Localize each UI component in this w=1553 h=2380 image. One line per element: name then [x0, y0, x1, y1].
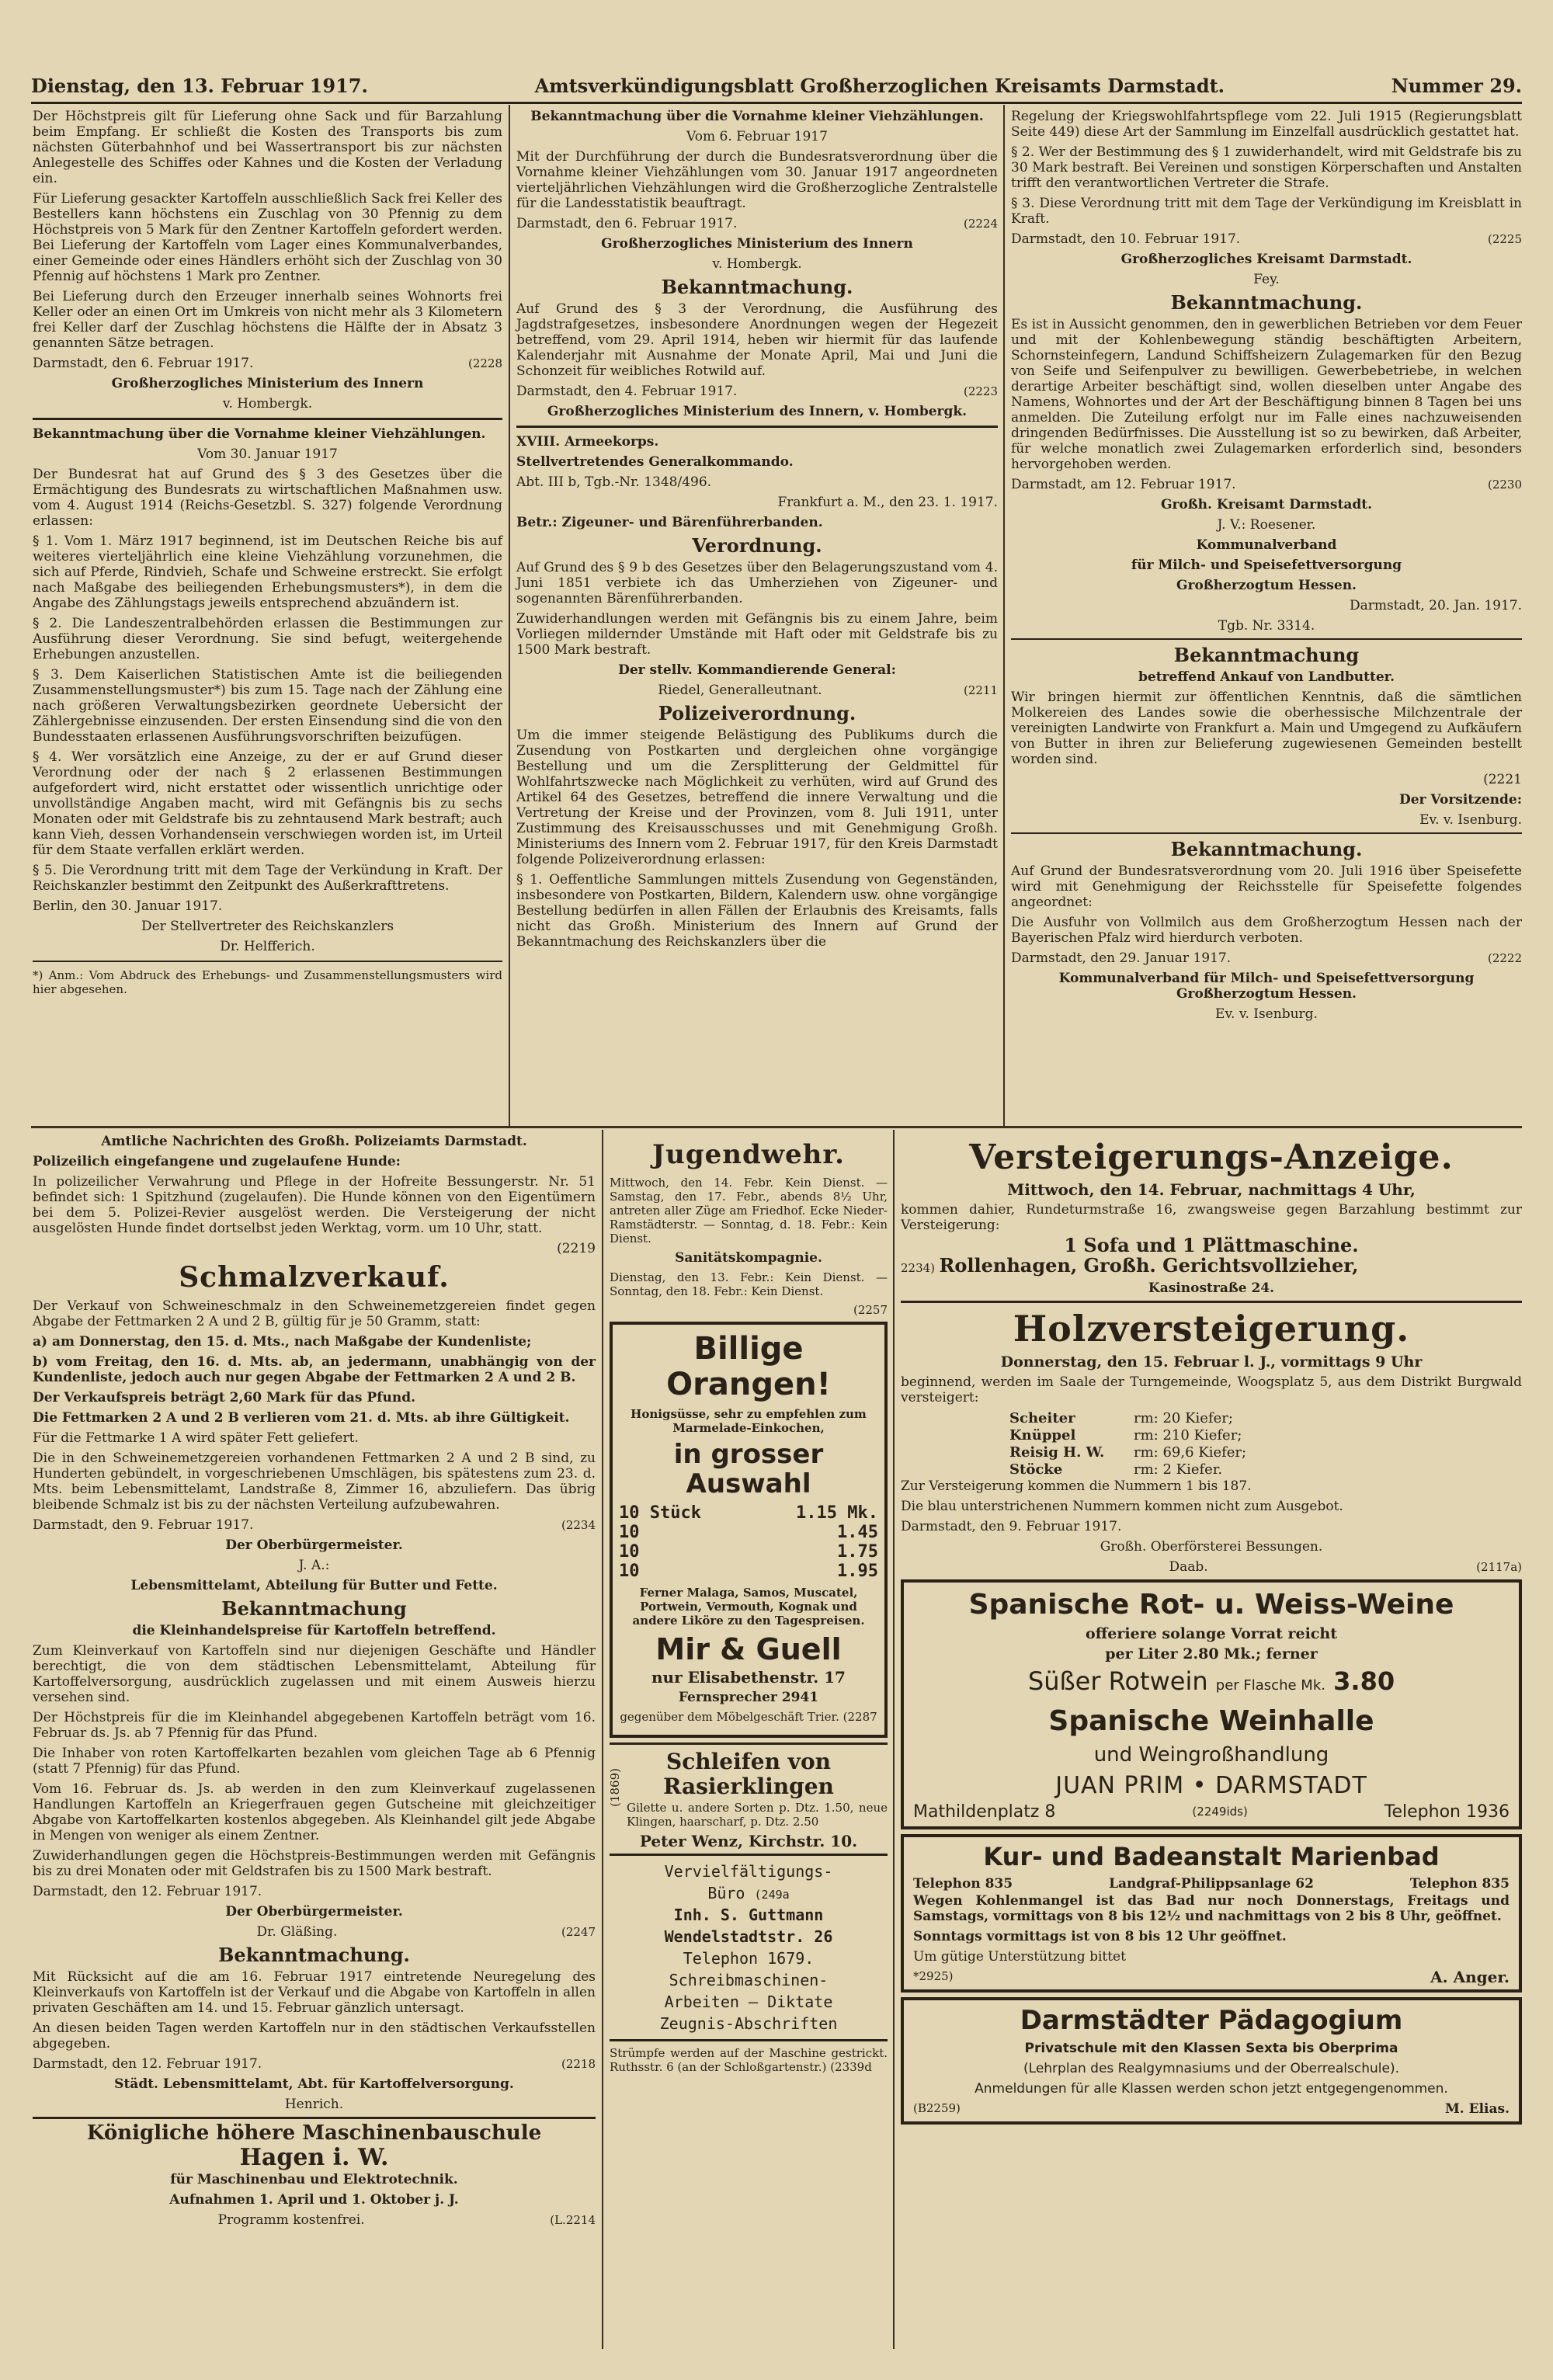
ref-number: 2234) [901, 1261, 936, 1275]
paragraph: Die Inhaber von roten Kartoffelkarten bezahlen vom gleichen Tage ab 6 Pfennig (statt 7 Pfennig) für das Pfund. [33, 1746, 596, 1777]
ad-text: Privatschule mit den Klassen Sexta bis Oberprima [1024, 2041, 1398, 2056]
subheading: die Kleinhandelspreise für Kartoffeln betreffend. [132, 1623, 496, 1638]
paragraph: § 1. Oeffentliche Sammlungen mittels Zusendung von Gegenständen, insbesondere von Postkarten, Bildern, Kalendern usw. ohne vorgängige Bestellung bedürfen in allen Fällen der Erlaubnis des Kreisamts, falls nicht das Großh. Ministerium des Innern auf Grund der Bekanntmachung des Reichskanzlers über die [516, 872, 998, 950]
ad-title: Spanische Weinhalle [1048, 1705, 1374, 1737]
ad-title: Jugendwehr. [652, 1139, 845, 1170]
ad-text: Zeugnis-Abschriften [659, 2014, 838, 2033]
date: Darmstadt, den 12. Februar 1917. [33, 2056, 262, 2072]
date: Darmstadt, den 4. Februar 1917. [516, 384, 738, 399]
signature: Großherzogtum Hessen. [1176, 578, 1357, 593]
subheading: Polizeilich eingefangene und zugelaufene Hunde: [33, 1154, 401, 1169]
ad-text: Honigsüsse, sehr zu empfehlen zum Marmelade-Einkochen, [631, 1407, 867, 1435]
date: Darmstadt, den 29. Januar 1917. [1011, 950, 1232, 966]
date: Darmstadt, den 9. Februar 1917. [33, 1517, 254, 1533]
price: 3.80 [1333, 1666, 1395, 1696]
ad-text: Telephon 1936 [1384, 1802, 1510, 1822]
list-item: a) am Donnerstag, den 15. d. Mts., nach Maßgabe der Kundenliste; [33, 1334, 532, 1350]
price-row [619, 1542, 878, 1562]
signature: Der Oberbürgermeister. [225, 1904, 403, 1920]
ad-text: M. Elias. [1444, 2101, 1510, 2117]
ad-text: Inh. S. Guttmann [673, 1906, 824, 1924]
paragraph: Vom 16. Februar ds. Js. ab werden in den zum Kleinverkauf zugelassenen Handlungen Kartoffeln an Kriegerfrauen gegen Gutscheine mit gleichzeitiger Abgabe von Kartoffelkarten kostenlos abgegeben. Als Kleinhandel gilt jede Abgabe in Mengen von weniger als einem Zentner. [33, 1781, 596, 1843]
heading: Amtliche Nachrichten des Großh. Polizeiamts Darmstadt. [101, 1134, 527, 1149]
ad-text: Anmeldungen für alle Klassen werden schon jetzt entgegengenommen. [975, 2081, 1448, 2097]
wood-amount: rm: 20 Kiefer; [1134, 1410, 1233, 1426]
ad-title: Billige [693, 1331, 804, 1367]
ad-text: Strümpfe werden auf der Maschine gestrickt. Ruthsstr. 6 (an der Schloßgartenstr.) [610, 2046, 888, 2074]
paedagogium-ad [901, 1997, 1522, 2125]
ref-number: (2230 [1487, 478, 1522, 492]
ad-text: Um gütige Unterstützung bittet [913, 1949, 1126, 1965]
ad-text: Gilette u. andere Sorten p. Dtz. 1.50, neue Klingen, haarscharf, p. Dtz. 2.50 [627, 1801, 888, 1829]
ad-title: Schleifen von [666, 1749, 831, 1774]
paragraph: Regelung der Kriegswohlfahrtspflege vom 22. Juli 1915 (Regierungsblatt Seite 449) diese Art der Sammlung im Einzelfall ausdrücklich gestattet hat. [1011, 109, 1522, 140]
ref-number: (2257 [853, 1303, 888, 1317]
signature-name: Fey. [1253, 272, 1280, 287]
price-value: 1.45 [837, 1523, 878, 1542]
heading: Bekanntmachung. [1170, 838, 1363, 860]
ref-number: (1869) [608, 1768, 622, 1807]
schleifen-ad [610, 1742, 888, 1849]
date: Darmstadt, 20. Jan. 1917. [1349, 598, 1522, 613]
paragraph: Zum Kleinverkauf von Kartoffeln sind nur diejenigen Geschäfte und Händler berechtigt, die von dem städtischen Lebensmittelamt, Abteilung für Kartoffelversorgung, ausdrücklich zugelassen und mit einem Ausweis hierzu versehen sind. [33, 1643, 596, 1705]
signature: Großherzogliches Kreisamt Darmstadt. [1120, 252, 1412, 267]
signature: Großherzogliches Ministerium des Innern [601, 236, 913, 252]
section-divider [31, 1126, 1522, 1128]
paragraph: Wir bringen hiermit zur öffentlichen Kenntnis, daß die sämtlichen Molkereien des Landes sowie die oberhessische Milchzentrale der vereinigten Landwirte von Frankfurt a. Main und Umgegend zu Aufkäufern von Butter in ihren zur Belieferung zugewiesenen Gemeinden bestellt worden sind. [1011, 690, 1522, 767]
wood-amount: rm: 210 Kiefer; [1134, 1427, 1242, 1444]
heading: Polizeiverordnung. [658, 702, 856, 724]
wood-row [1009, 1461, 1522, 1478]
heading: Bekanntmachung. [218, 1944, 410, 1966]
rule [516, 426, 998, 428]
ad-text: Kasinostraße 24. [1148, 1280, 1275, 1296]
paragraph: Um die immer steigende Belästigung des Publikums durch die Zusendung von Postkarten und dergleichen ohne vorgängige Bestellung und um die Zersplitterung der Geldmittel für Wohlfahrtszwecke nach Möglichkeit zu verhüten, wird auf Grund des Artikel 64 des Gesetzes, betreffend die innere Verwaltung und die Vertretung der Kreise und der Provinzen, vom 8. Juli 1911, unter Zustimmung des Kreisausschusses und mit Genehmigung Großh. Ministeriums des Innern vom 2. Februar 1917, für den Kreis Darmstadt folgende Polizeiverordnung erlassen: [516, 728, 998, 867]
ref-number: (2223 [963, 384, 998, 398]
heading: Sanitätskompagnie. [675, 1250, 822, 1266]
ref-number: (2117a) [1476, 1560, 1522, 1574]
ref-number: (2247 [561, 1925, 596, 1939]
signature: Der Stellvertreter des Reichskanzlers [141, 919, 394, 934]
price-value: 1.95 [837, 1562, 878, 1581]
divider [602, 1130, 603, 2349]
header-date: Dienstag, den 13. Februar 1917. [31, 74, 368, 97]
paragraph: Zuwiderhandlungen werden mit Gefängnis bis zu einem Jahre, beim Vorliegen mildernder Umstände mit Haft oder mit Geldstrafe bis zu 1500 Mark bestraft. [516, 611, 998, 658]
ad-text: Fernsprecher 2941 [678, 1690, 819, 1705]
ad-text: Mittwoch, den 14. Februar, nachmittags 4 Uhr, [1007, 1180, 1416, 1199]
paragraph: Auf Grund des § 9 b des Gesetzes über den Belagerungszustand vom 4. Juni 1851 verbiete ich das Umherziehen von Zigeuner- und sogenannten Bärenführerbanden. [516, 560, 998, 606]
paragraph: Die blau unterstrichenen Nummern kommen nicht zum Ausgebot. [901, 1499, 1343, 1514]
ad-title: Königliche höhere Maschinenbauschule [86, 2121, 542, 2145]
paragraph: Zuwiderhandlungen gegen die Höchstpreis-Bestimmungen werden mit Gefängnis bis zu drei Monaten oder mit Geldstrafen bis zu 1500 Mark bestraft. [33, 1848, 596, 1879]
paragraph: beginnend, werden im Saale der Turngemeinde, Woogsplatz 5, aus dem Distrikt Burgwald versteigert: [901, 1374, 1522, 1405]
ad-title: in grosser [673, 1439, 824, 1470]
list-item: b) vom Freitag, den 16. d. Mts. ab, an jedermann, unabhängig von der Kundenliste, jedoch auch nur gegen Abgabe der Fettmarken 2 A und 2 B. [33, 1354, 596, 1385]
paragraph: Für Lieferung gesackter Kartoffeln ausschließlich Sack frei Keller des Bestellers kann höchstens ein Zuschlag von 30 Pfennig zu dem Höchstpreis von 5 Mark für den Zentner Kartoffeln gefordert werden. Bei Lieferung der Kartoffeln vom Lager eines Kommunalverbandes, einer Gemeinde oder eines Händlers erhöht sich der Zuschlag von 30 Pfennig auf höchstens 1 Mark pro Zentner. [33, 191, 502, 284]
column-1 [33, 109, 502, 1122]
wood-name: Stöcke [1009, 1461, 1063, 1478]
heading: Bekanntmachung [1173, 644, 1360, 666]
lower-left-column [33, 1134, 596, 2349]
paragraph: § 2. Die Landeszentralbehörden erlassen die Bestimmungen zur Ausführung dieser Verordnung. Sie sind befugt, weitergehende Erhebungen anzustellen. [33, 616, 502, 662]
paragraph: Die Ausfuhr von Vollmilch aus dem Großherzogtum Hessen nach der Bayerischen Pfalz wird hierdurch verboten. [1011, 915, 1522, 946]
ad-title: Versteigerungs-Anzeige. [969, 1138, 1454, 1177]
date: Darmstadt, den 6. Februar 1917. [516, 216, 738, 231]
ref-number: (2339d [830, 2060, 872, 2074]
ad-text: 1 Sofa und 1 Plättmaschine. [1064, 1234, 1359, 1256]
heading: Bekanntmachung. [661, 276, 853, 298]
ref-number: (2211 [963, 683, 998, 697]
ad-title: Auswahl [686, 1468, 811, 1499]
signature: Der Oberbürgermeister. [225, 1537, 403, 1553]
signature-name: Dr. Gläßing. [256, 1924, 338, 1940]
heading: Bekanntmachung über die Vornahme kleiner Viehzählungen. [530, 109, 984, 124]
rule [1011, 832, 1522, 834]
header-rule [31, 102, 1522, 104]
footnote: *) Anm.: Vom Abdruck des Erhebungs- und Zusammenstellungsmusters wird hier abgesehen. [33, 968, 502, 996]
ad-text: Schreibmaschinen- [669, 1971, 829, 1989]
wein-ad [901, 1579, 1522, 1829]
wood-name: Reisig H. W. [1009, 1444, 1105, 1461]
ad-text: Landgraf-Philippsanlage 62 [1109, 1876, 1314, 1892]
wood-row [1009, 1427, 1522, 1444]
price-row [619, 1503, 878, 1523]
signature-name: v. Hombergk. [222, 396, 313, 412]
rule [33, 418, 502, 420]
date: Darmstadt, den 12. Februar 1917. [33, 1884, 262, 1899]
signature: Großherzogliches Ministerium des Innern, v. Hombergk. [547, 404, 968, 419]
paragraph: Die in den Schweinemetzgereien vorhandenen Fettmarken 2 A und 2 B sind, zu Hunderten gebündelt, in vorgeschriebenen Umschlägen, bis spätestens zum 23. d. Mts. beim Lebensmittelamt, Landstraße 8, Zimmer 16, abzuliefern. Das übrig bleibende Schmalz ist bis zu der nächsten Verteilung aufzubewahren. [33, 1451, 596, 1513]
wood-row [1009, 1444, 1522, 1461]
heading: Verordnung. [692, 534, 822, 557]
signature-name: v. Hombergk. [712, 256, 802, 272]
wood-list [1009, 1410, 1522, 1478]
paragraph: Mittwoch, den 14. Febr. Kein Dienst. — Samstag, den 17. Febr., abends 8½ Uhr, antreten aller Züge am Friedhof. Ecke Nieder-Ramstädterstr. — Sonntag, d. 18. Febr.: Kein Dienst. [610, 1176, 888, 1246]
paragraph: Mit der Durchführung der durch die Bundesratsverordnung über die Vornahme kleiner Viehzählungen vom 30. Januar 1917 angeordneten vierteljährlichen Viehzählungen wird die Großherzogliche Zentralstelle für die Landesstatistik beauftragt. [516, 149, 998, 211]
signature: Städt. Lebensmittelamt, Abt. für Kartoffelversorgung. [114, 2076, 514, 2092]
wood-name: Scheiter [1009, 1410, 1075, 1426]
wood-name: Knüppel [1009, 1427, 1076, 1444]
signature: Kommunalverband für Milch- und Speisefettversorgung Großherzogtum Hessen. [1058, 971, 1475, 1002]
ref-number: (2221 [1483, 772, 1522, 787]
paragraph: Der Verkauf von Schweineschmalz in den Schweinemetzgereien findet gegen Abgabe der Fettmarken 2 A und 2 B, gültig für je 50 Gramm, statt: [33, 1298, 596, 1329]
ad-text: JUAN PRIM • DARMSTADT [1055, 1772, 1367, 1799]
paragraph: § 5. Die Verordnung tritt mit dem Tage der Verkündung in Kraft. Der Reichskanzler bestimmt den Zeitpunkt des Außerkrafttretens. [33, 863, 502, 894]
rule [33, 2117, 596, 2119]
ref-number: (249a [754, 1888, 790, 1902]
paragraph: Es ist in Aussicht genommen, den in gewerblichen Betrieben vor dem Feuer und mit der Kohlenbewegung ständig beschäftigten Arbeitern, Schornsteinfegern, Landund Schiffsheizern Zulagemarken für den Bezug von Seife und Seifenpulver zu bewilligen. Gewerbebetriebe, in welchen derartige Arbeiter beschäftigt sind, wollen dieselben unter Angabe des Namens, Wohnortes und der Art der Beschäftigung binnen 8 Tagen bei uns anmelden. Die Zuteilung erfolgt nur im Falle eines nachzuweisenden dringenden Bedürfnisses. Die Ausstellung ist so zu bewirken, daß Arbeiter, für welche monatlich zwei Zulagemarken erforderlich sind, besonders hervorgehoben werden. [1011, 317, 1522, 472]
ad-title: Schmalzverkauf. [179, 1261, 450, 1294]
ad-text: Sonntags vormittags ist von 8 bis 12 Uhr geöffnet. [913, 1929, 1287, 1944]
subheading: Vom 30. Januar 1917 [197, 446, 338, 462]
ref-number: (2218 [561, 2057, 596, 2071]
ad-text: Programm kostenfrei. [217, 2212, 365, 2228]
ref-number: (2219 [557, 1241, 596, 1256]
signature-name: Henrich. [284, 2097, 344, 2112]
ad-text: Wegen Kohlenmangel ist das Bad nur noch Donnerstags, Freitags und Samstags, vormittags von 8 bis 12½ und nachmittags von 2 bis 8 Uhr, geöffnet. [913, 1893, 1510, 1924]
ad-text: Süßer Rotwein [1027, 1666, 1208, 1696]
ad-text: Telephon 1679. [683, 1949, 815, 1968]
ad-text: für Maschinenbau und Elektrotechnik. [170, 2172, 458, 2187]
reference: Abt. III b, Tgb.-Nr. 1348/496. [516, 474, 712, 490]
ad-text: nur Elisabethenstr. 17 [651, 1668, 846, 1687]
heading: Bekanntmachung. [1170, 291, 1363, 314]
date: Frankfurt a. M., den 23. 1. 1917. [777, 495, 998, 510]
ad-title: Mir & Guell [655, 1632, 842, 1666]
subheading: betreffend Ankauf von Landbutter. [1138, 669, 1395, 685]
paragraph: Der Verkaufspreis beträgt 2,60 Mark für das Pfund. [33, 1390, 416, 1405]
ad-title: Kur- und Badeanstalt Marienbad [983, 1842, 1440, 1871]
date: Darmstadt, am 12. Februar 1917. [1011, 477, 1236, 492]
price-qty: 10 [619, 1523, 640, 1542]
ad-text: (Lehrplan des Realgymnasiums und der Oberrealschule). [1023, 2061, 1399, 2076]
ad-title: Spanische Rot- u. Weiss-Weine [968, 1589, 1454, 1621]
struempfe-ad [610, 2039, 888, 2074]
rule [1011, 638, 1522, 640]
signature: Der Vorsitzende: [1398, 792, 1522, 808]
date: Darmstadt, den 6. Februar 1917. [33, 356, 254, 371]
wood-row [1009, 1410, 1522, 1427]
ad-text: A. Anger. [1430, 1968, 1510, 1986]
signature: Großh. Oberförsterei Bessungen. [1100, 1539, 1323, 1555]
signature: Der stellv. Kommandierende General: [618, 662, 896, 678]
divider [509, 105, 510, 1126]
paragraph: An diesen beiden Tagen werden Kartoffeln nur in den städtischen Verkaufsstellen abgegeben. [33, 2020, 596, 2052]
wood-amount: rm: 2 Kiefer. [1134, 1461, 1223, 1478]
paragraph: kommen dahier, Rundeturmstraße 16, zwangsweise gegen Barzahlung bestimmt zur Versteigerung: [901, 1202, 1522, 1233]
paragraph: Der Bundesrat hat auf Grund des § 3 des Gesetzes über die Ermächtigung des Bundesrats zu wirtschaftlichen Maßnahmen usw. vom 4. August 1914 (Reichs-Gesetzbl. S. 327) folgende Verordnung erlassen: [33, 467, 502, 529]
paragraph: § 2. Wer der Bestimmung des § 1 zuwiderhandelt, wird mit Geldstrafe bis zu 30 Mark bestraft. Bei Vereinen und sonstigen Körperschaften und Anstalten trifft den verantwortlichen Vertreter die Strafe. [1011, 144, 1522, 191]
rule [33, 961, 502, 962]
paragraph: Dienstag, den 13. Febr.: Kein Dienst. — Sonntag, den 18. Febr.: Kein Dienst. [610, 1270, 888, 1298]
subheading: Vom 6. Februar 1917 [686, 129, 828, 144]
ad-text: per Flasche Mk. [1215, 1677, 1325, 1694]
price-value: 1.15 Mk. [796, 1503, 878, 1523]
ref-number: (L.2214 [550, 2213, 596, 2227]
page-header [31, 70, 1522, 101]
paragraph: Bei Lieferung durch den Erzeuger innerhalb seines Wohnorts frei Keller oder an einen Ort im Umkreis von nicht mehr als 3 Kilometern frei Keller darf der Zuschlag höchstens die Hälfte der in Absatz 3 genannten Sätze betragen. [33, 289, 502, 351]
ad-text: Vervielfältigungs- [664, 1862, 833, 1881]
ad-title: Hagen i. W. [239, 2144, 389, 2171]
ad-text: per Liter 2.80 Mk.; ferner [1105, 1645, 1318, 1663]
date: Darmstadt, den 9. Februar 1917. [901, 1519, 1122, 1534]
ad-text: Donnerstag, den 15. Februar l. J., vormittags 9 Uhr [1000, 1353, 1423, 1371]
signature: Kommunalverband [1196, 537, 1337, 553]
price-row [619, 1562, 878, 1581]
paragraph: § 3. Diese Verordnung tritt mit dem Tage der Verkündigung im Kreisblatt in Kraft. [1011, 196, 1522, 227]
ad-title: Orangen! [666, 1367, 831, 1402]
ref-number: (2222 [1487, 951, 1522, 965]
paragraph: Auf Grund der Bundesratsverordnung vom 20. Juli 1916 über Speisefette wird mit Genehmigung der Reichsstelle für Speisefette folgendes angeordnet: [1011, 863, 1522, 910]
heading: Bekanntmachung [221, 1597, 407, 1620]
heading: XVIII. Armeekorps. [516, 434, 659, 450]
ad-text: Wendelstadtstr. 26 [664, 1927, 833, 1946]
price-list [619, 1503, 878, 1581]
paragraph: In polizeilicher Verwahrung und Pflege in der Hofreite Bessungerstr. Nr. 51 befindet sich: 1 Spitzhund (zugelaufen). Die Hunde können von den Eigentümern bei dem 5. Polizei-Revier ausgelöst werden. Die Versteigerung der nicht ausgelösten Hunde findet dortselbst jeden Werktag, vorm. um 10 Uhr, statt. [33, 1174, 596, 1236]
paragraph: Der Höchstpreis für die im Kleinhandel abgegebenen Kartoffeln beträgt vom 16. Februar ds. Js. ab 7 Pfennig für das Pfund. [33, 1710, 596, 1741]
ref-number: (2287 [843, 1710, 877, 1724]
signature-name: J. V.: Roesener. [1217, 517, 1316, 533]
column-3 [1011, 109, 1522, 1122]
signature: für Milch- und Speisefettversorgung [1131, 558, 1402, 573]
heading: Bekanntmachung über die Vornahme kleiner Viehzählungen. [33, 426, 486, 442]
header-number: Nummer 29. [1391, 74, 1522, 97]
right-lower-column [901, 1134, 1522, 2349]
ad-text: Rollenhagen, Großh. Gerichtsvollzieher, [939, 1254, 1359, 1277]
reference: Tgb. Nr. 3314. [1218, 618, 1315, 634]
signature: Großherzogliches Ministerium des Innern [111, 376, 424, 391]
ad-text: offeriere solange Vorrat reicht [1086, 1625, 1337, 1642]
rule [901, 1301, 1522, 1303]
heading: Stellvertretendes Generalkommando. [516, 454, 794, 470]
signature-name: Riedel, Generalleutnant. [658, 683, 822, 698]
date: Berlin, den 30. Januar 1917. [33, 898, 223, 914]
wood-amount: rm: 69,6 Kiefer; [1134, 1444, 1247, 1461]
ad-text: Mathildenplatz 8 [913, 1802, 1056, 1822]
date: Darmstadt, den 10. Februar 1917. [1011, 231, 1241, 247]
paragraph: Für die Fettmarke 1 A wird später Fett geliefert. [33, 1430, 359, 1446]
ad-text: Telephon 835 [1409, 1876, 1510, 1892]
signature-name: Daab. [1169, 1559, 1208, 1575]
ad-title: Rasierklingen [663, 1774, 834, 1799]
paragraph: § 1. Vom 1. März 1917 beginnend, ist im Deutschen Reiche bis auf weiteres vierteljährlich eine kleine Viehzählung vorzunehmen, die sich auf Pferde, Rindvieh, Schafe und Schweine erstreckt. Sie erfolgt nach Maßgabe des beiliegenden Erhebungsmusters*), in dem die Angabe des Zählungstags jeweils entsprechend abzuändern ist. [33, 533, 502, 611]
header-title: Amtsverkündigungsblatt Großherzoglichen Kreisamts Darmstadt. [534, 74, 1225, 97]
subject: Betr.: Zigeuner- und Bärenführerbanden. [516, 515, 823, 530]
paragraph: Auf Grund des § 3 der Verordnung, die Ausführung des Jagdstrafgesetzes, insbesondere Anordnungen wegen der Hegezeit betreffend, vom 29. April 1914, heben wir hiermit für das laufende Kalenderjahr mit Ausnahme der Monate April, Mai und Juni die Schonzeit für weibliches Rotwild auf. [516, 301, 998, 379]
paragraph: Zur Versteigerung kommen die Nummern 1 bis 187. [901, 1478, 1252, 1494]
ref-number: (2224 [963, 217, 998, 231]
signature-name: Ev. v. Isenburg. [1419, 812, 1522, 828]
ad-text: Peter Wenz, Kirchstr. 10. [639, 1832, 858, 1850]
ad-text: Aufnahmen 1. April und 1. Oktober j. J. [169, 2192, 459, 2208]
divider [893, 1130, 895, 2349]
ref-number: *2925) [913, 1969, 954, 1983]
paragraph: § 4. Wer vorsätzlich eine Anzeige, zu der er auf Grund dieser Verordnung oder der nach § 2 erlassenen Bestimmungen aufgefordert wird, nicht erstattet oder wissentlich unrichtige oder unvollständige Angaben macht, wird mit Gefängnis bis zu sechs Monaten oder mit Geldstrafe bis zu zehntausend Mark bestraft; auch kann Vieh, dessen Vorhandensein verschwiegen worden ist, im Urteil für dem Staate verfallen erklärt werden. [33, 749, 502, 858]
ref-number: (2249ids) [1192, 1805, 1248, 1819]
paragraph: Die Fettmarken 2 A und 2 B verlieren vom 21. d. Mts. ab ihre Gültigkeit. [33, 1410, 570, 1426]
signature-name: Ev. v. Isenburg. [1215, 1006, 1318, 1022]
signature: J. A.: [298, 1558, 330, 1573]
signature: Großh. Kreisamt Darmstadt. [1160, 497, 1373, 512]
price-qty: 10 [619, 1562, 640, 1581]
ad-text: Telephon 835 [913, 1876, 1013, 1892]
ad-text: Arbeiten — Diktate [664, 1993, 833, 2011]
ref-number: (B2259) [913, 2101, 961, 2115]
paragraph: Mit Rücksicht auf die am 16. Februar 1917 eintretende Neuregelung des Kleinverkaufs von Kartoffeln ist der Verkauf und die Abgabe von Kartoffeln in allen privaten Geschäften am 14. und 15. Februar gänzlich untersagt. [33, 1969, 596, 2016]
price-qty: 10 Stück [619, 1503, 701, 1523]
paragraph: Der Höchstpreis gilt für Lieferung ohne Sack und für Barzahlung beim Empfang. Er schließt die Kosten des Transports bis zum nächsten Güterbahnhof und bei Wassertransport bis zur nächsten Anlegestelle des Schiffes oder Kahnes und die Kosten der Verladung ein. [33, 109, 502, 186]
ref-number: (2228 [467, 356, 502, 370]
kurbad-ad [901, 1834, 1522, 1993]
signature-name: Dr. Helfferich. [220, 939, 315, 954]
price-qty: 10 [619, 1542, 640, 1562]
price-value: 1.75 [837, 1542, 878, 1562]
ad-text: Ferner Malaga, Samos, Muscatel, Portwein, Vermouth, Kognak und andere Liköre zu den Tagespreisen. [632, 1586, 865, 1628]
ad-title: Holzversteigerung. [1013, 1308, 1410, 1350]
vervielfaeltigung-ad [610, 1854, 888, 2034]
ad-title: Darmstädter Pädagogium [1020, 2005, 1403, 2036]
divider [1003, 105, 1005, 1126]
ref-number: (2225 [1487, 232, 1522, 246]
column-2 [516, 109, 998, 1122]
paragraph: § 3. Dem Kaiserlichen Statistischen Amte ist die beiliegenden Zusammenstellungsmuster*) bis zum 15. Tage nach der Zählung eine nach größeren Verwaltungsbezirken geordnete Uebersicht der Zählergebnisse einzusenden. Der ersten Einsendung sind die von den Bundesstaaten erlassenen Ausführungsvorschriften beizufügen. [33, 667, 502, 745]
ad-text: Büro [707, 1884, 745, 1902]
ad-text: gegenüber dem Möbelgeschäft Trier. [620, 1710, 839, 1724]
signature: Lebensmittelamt, Abteilung für Butter und Fette. [130, 1578, 498, 1593]
ad-text: und Weingroßhandlung [1093, 1743, 1329, 1767]
price-row [619, 1523, 878, 1542]
orangen-ad [610, 1322, 888, 1738]
middle-column [610, 1134, 888, 2349]
ref-number: (2234 [561, 1518, 596, 1532]
